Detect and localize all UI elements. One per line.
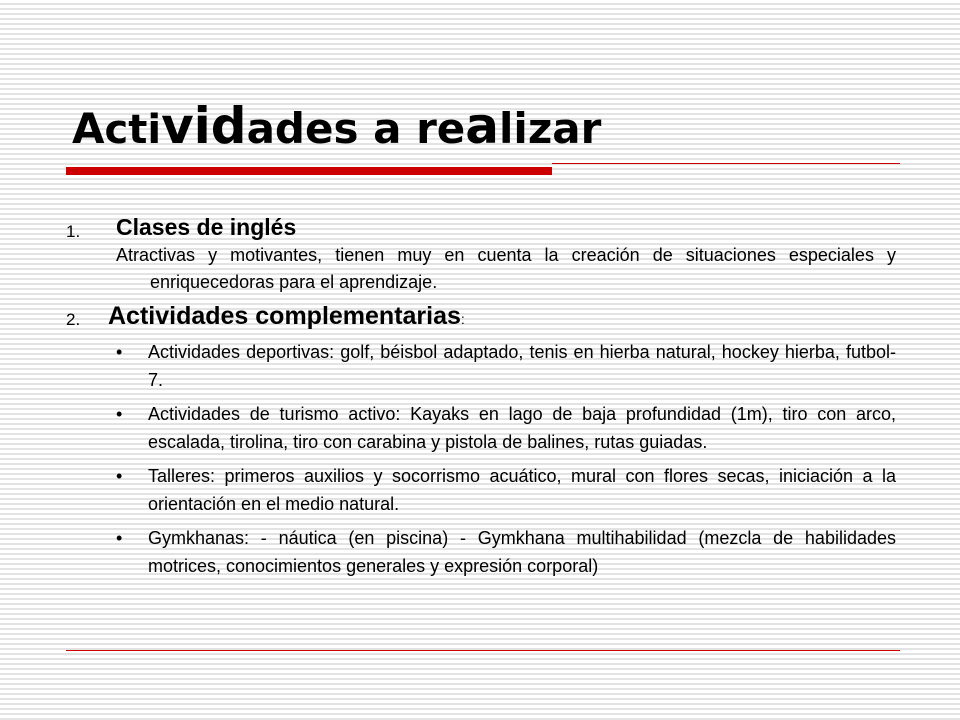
- title-part: vid: [161, 97, 247, 155]
- footer-divider-line: [66, 650, 900, 651]
- title-part: lizar: [499, 104, 602, 153]
- section-heading: [66, 301, 896, 334]
- bullet-icon: •: [116, 466, 123, 486]
- bullet-icon: •: [116, 404, 123, 424]
- title-accent-bar: [66, 167, 552, 175]
- activity-list: [66, 338, 896, 580]
- section-description: [116, 242, 896, 296]
- bullet-icon: •: [116, 342, 123, 362]
- section-description-text: Atractivas y motivantes, tienen muy en cuenta la creación de situaciones especiales y enriquecedoras para el aprendizaje.: [116, 245, 896, 292]
- slide-title: [72, 96, 601, 160]
- section-item: [66, 301, 896, 580]
- section-heading-suffix: :: [460, 311, 465, 327]
- title-part: A: [72, 104, 105, 153]
- section-heading-text: Actividades complementarias: [108, 302, 461, 330]
- list-item-text: Actividades deportivas: golf, béisbol adaptado, tenis en hierba natural, hockey hierba, futbol-7.: [148, 342, 896, 390]
- list-item: [66, 524, 896, 580]
- section-number: 1.: [66, 222, 81, 241]
- title-divider-line: [552, 163, 900, 164]
- title-part: cti: [104, 107, 162, 153]
- title-part: a: [465, 97, 500, 155]
- slide-body: [66, 212, 896, 586]
- list-item: [66, 338, 896, 394]
- section-number: 2.: [66, 310, 81, 329]
- list-item-text: Gymkhanas: - náutica (en piscina) - Gymkhana multihabilidad (mezcla de habilidades motrices, conocimientos generales y expresión corporal): [148, 528, 896, 576]
- title-part: ades a re: [246, 104, 466, 153]
- list-item-text: Talleres: primeros auxilios y socorrismo acuático, mural con flores secas, iniciación a la orientación en el medio natural.: [148, 466, 896, 514]
- section-heading: Clases de inglés: [116, 214, 297, 240]
- list-item: [66, 462, 896, 518]
- bullet-icon: •: [116, 528, 123, 548]
- list-item: [66, 400, 896, 456]
- section-item: [66, 212, 896, 296]
- list-item-text: Actividades de turismo activo: Kayaks en lago de baja profundidad (1m), tiro con arco, escalada, tirolina, tiro con carabina y pistola de balines, rutas guiadas.: [148, 404, 896, 452]
